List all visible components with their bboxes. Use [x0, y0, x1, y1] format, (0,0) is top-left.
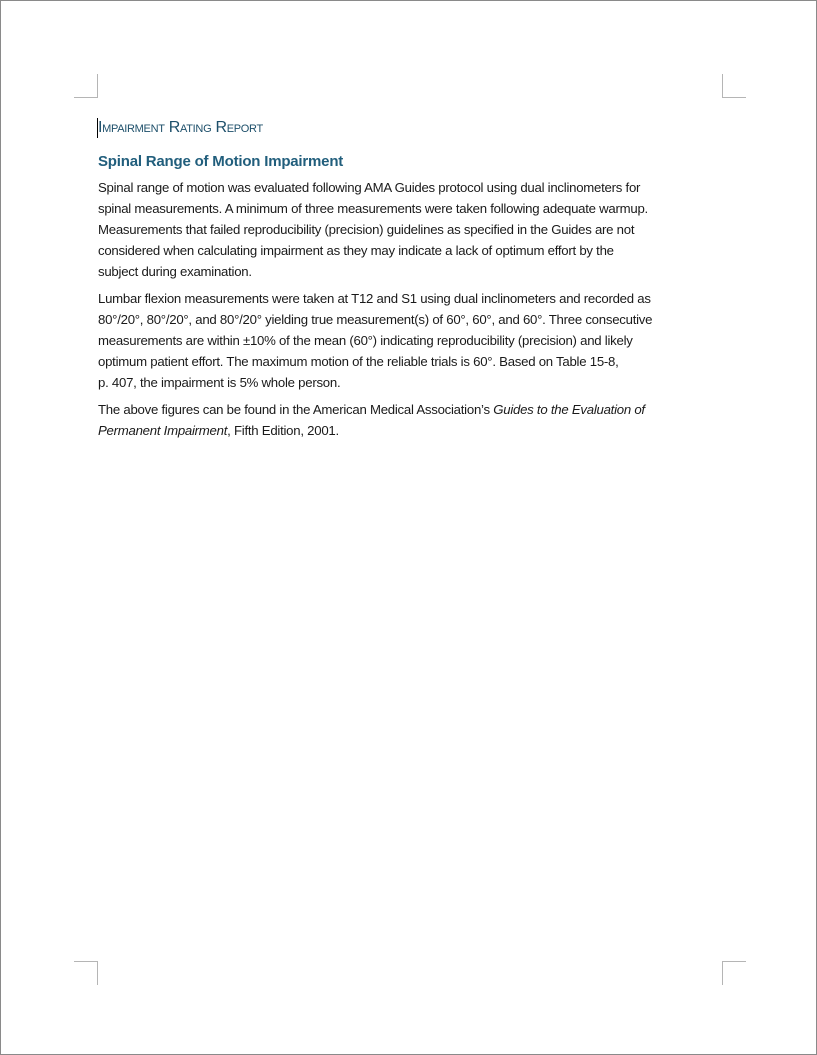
text-line: Measurements that failed reproducibility (precision) guidelines as specified in the Guides are not [98, 222, 635, 237]
reference-book-title: Permanent Impairment [98, 423, 228, 438]
reference-book-title: Guides to the Evaluation of [493, 402, 645, 417]
text-line: 80°/20°, 80°/20°, and 80°/20° yielding true measurement(s) of 60°, 60°, and 60°. Three consecutive [98, 312, 653, 327]
paragraph-reference[interactable] [98, 399, 728, 441]
reference-text: , Fifth Edition, 2001. [227, 423, 339, 438]
document-body[interactable] [98, 117, 728, 441]
text-line: Lumbar flexion measurements were taken at T12 and S1 using dual inclinometers and recorded as [98, 291, 651, 306]
document-title[interactable] [98, 117, 728, 139]
margin-corner-mark-top-left [74, 74, 98, 98]
text-line: measurements are within ±10% of the mean (60°) indicating reproducibility (precision) and likely [98, 333, 633, 348]
text-line: optimum patient effort. The maximum motion of the reliable trials is 60°. Based on Table 15-8, [98, 354, 619, 369]
text-line: p. 407, the impairment is 5% whole person. [98, 375, 341, 390]
document-title-text: Impairment Rating Report [98, 119, 263, 136]
margin-corner-mark-top-right [722, 74, 746, 98]
margin-corner-mark-bottom-right [722, 961, 746, 985]
paragraph-methodology[interactable] [98, 177, 728, 282]
text-line: considered when calculating impairment as they may indicate a lack of optimum effort by the [98, 243, 614, 258]
margin-corner-mark-bottom-left [74, 961, 98, 985]
reference-text: The above figures can be found in the American Medical Association’s [98, 402, 494, 417]
text-line: spinal measurements. A minimum of three measurements were taken following adequate warmup. [98, 201, 648, 216]
text-line [98, 399, 728, 420]
text-line: Spinal range of motion was evaluated following AMA Guides protocol using dual inclinometers for [98, 180, 641, 195]
text-line: subject during examination. [98, 264, 252, 279]
section-heading[interactable]: Spinal Range of Motion Impairment [98, 153, 344, 170]
text-cursor [97, 118, 98, 138]
text-line [98, 420, 728, 441]
paragraph-lumbar-flexion[interactable] [98, 288, 728, 393]
